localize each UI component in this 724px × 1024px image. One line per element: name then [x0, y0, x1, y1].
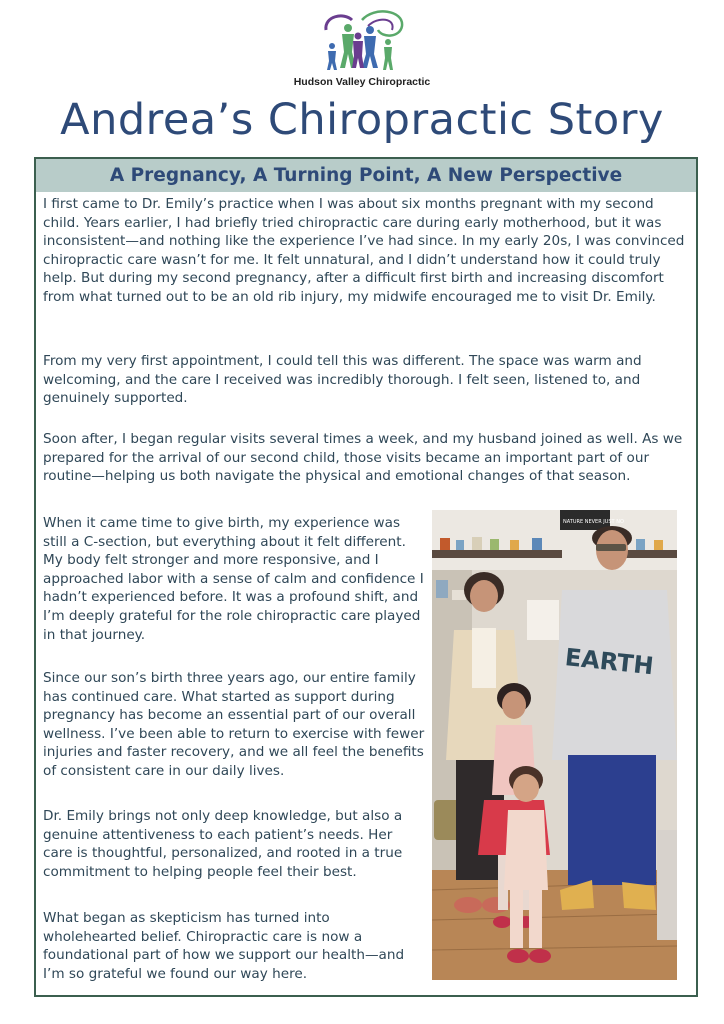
story-paragraph — [43, 352, 693, 408]
family-logo — [318, 8, 410, 74]
story-paragraph — [43, 430, 693, 486]
story-paragraph — [43, 669, 426, 781]
sweatshirt-print: EARTH — [563, 643, 655, 681]
story-paragraph — [43, 514, 426, 644]
brand-name: Hudson Valley Chiropractic — [293, 76, 431, 88]
family-photo — [432, 510, 677, 980]
story-subtitle: A Pregnancy, A Turning Point, A New Perspective — [36, 159, 696, 192]
paragraph-7: What began as skepticism has turned into wholehearted belief. Chiropractic care is now a foundational part of how we support our health—and I’m so grateful we found our way here. — [43, 910, 405, 982]
paragraph-1: I first came to Dr. Emily’s practice when I was about six months pregnant with my second child. Years earlier, I had briefly tried chiropractic care during early motherhood, but it was inconsistent—and nothing like the experience I’ve had since. In my early 20s, I was convinced chiropractic care wasn’t for me. It felt unnatural, and I didn’t understand how it could truly help. But during my second pregnancy, after a difficult first birth and increasing discomfort from what turned out to be an old rib injury, my midwife encouraged me to visit Dr. Emily. — [43, 196, 685, 305]
story-paragraph — [43, 807, 426, 881]
wall-sign-text: NATURE NEVER JUST NO — [563, 519, 624, 525]
paragraph-6: Dr. Emily brings not only deep knowledge, but also a genuine attentiveness to each patient’s needs. Her care is thoughtful, personalized, and rooted in a true commitment to helping people feel their best. — [43, 808, 403, 880]
story-paragraph — [43, 195, 693, 307]
page-title: Andrea’s Chiropractic Story — [60, 95, 664, 145]
paragraph-3: Soon after, I began regular visits several times a week, and my husband joined as well. As we prepared for the arrival of our second child, those visits became an important part of our routine—helping us both navigate the physical and emotional changes of that season. — [43, 431, 683, 485]
paragraph-5: Since our son’s birth three years ago, our entire family has continued care. What started as support during pregnancy has become an essential part of our overall wellness. I’ve been able to return to exercise with fewer injuries and faster recovery, and we all feel the benefits of consistent care in our daily lives. — [43, 670, 425, 779]
paragraph-2: From my very first appointment, I could tell this was different. The space was warm and welcoming, and the care I received was incredibly thorough. I felt seen, listened to, and genuinely supported. — [43, 353, 642, 407]
paragraph-4: When it came time to give birth, my experience was still a C-section, but everything about it felt different. My body felt stronger and more responsive, and I approached labor with a sense of calm and confidence I hadn’t experienced before. It was a profound shift, and I’m deeply grateful for the role chiropractic care played in that journey. — [43, 515, 424, 643]
story-paragraph — [43, 909, 426, 983]
